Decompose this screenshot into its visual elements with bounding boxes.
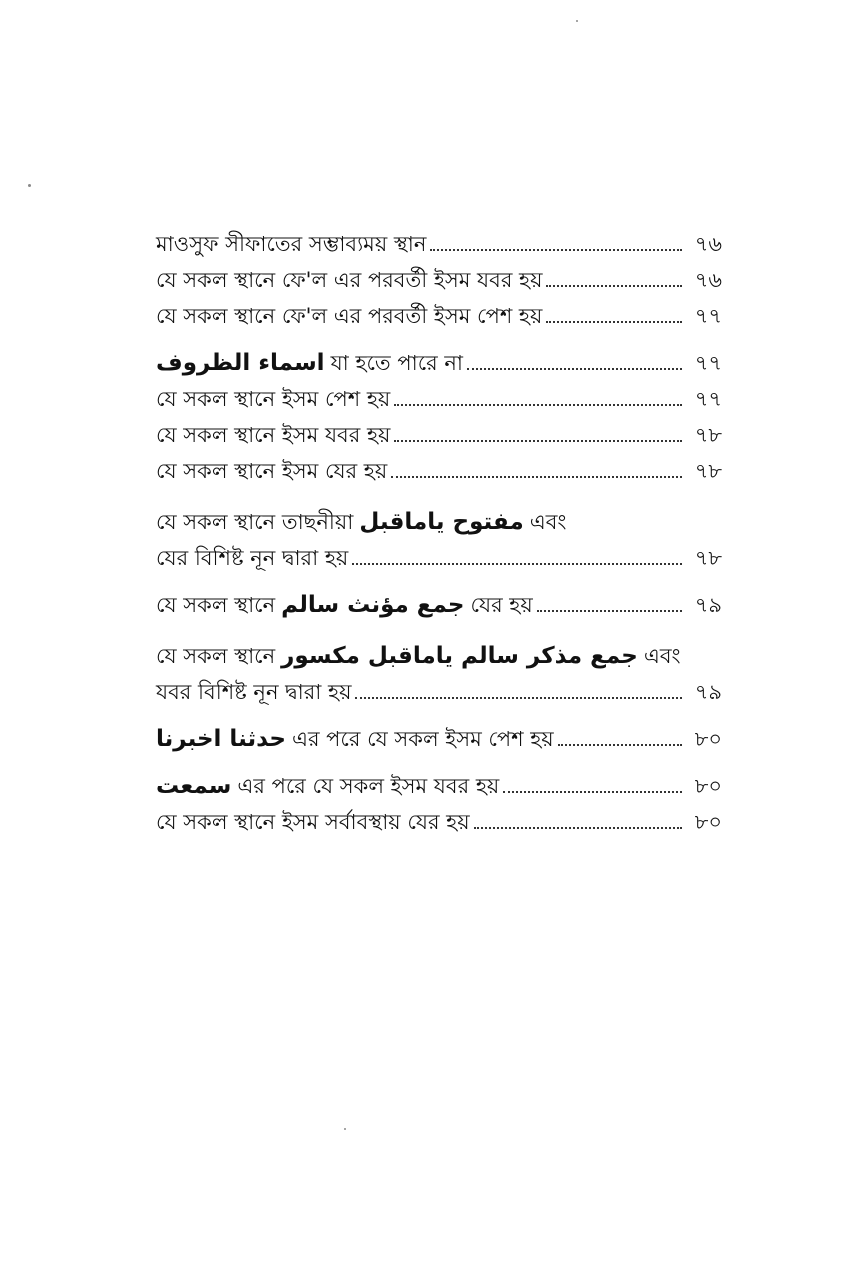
- dot-leader: [355, 697, 682, 699]
- toc-entry-title: যে সকল স্থানে ইসম সর্বাবস্থায় যের হয়: [156, 810, 470, 834]
- toc-entry-title: حدثنا اخبرنا এর পরে যে সকল ইসম পেশ হয়: [156, 726, 554, 752]
- dot-leader: [394, 404, 682, 406]
- toc-page-number: ৮০: [694, 727, 722, 751]
- toc-page-number: ৭৬: [694, 232, 722, 256]
- toc-page-number: ৭৬: [694, 268, 722, 292]
- toc-entry: [156, 258, 722, 294]
- toc-entry: [156, 496, 722, 536]
- dot-leader: [391, 476, 682, 478]
- arabic-term: جمع مذکر سالم ياماقبل مكسور: [281, 643, 638, 669]
- arabic-term: جمع مؤنث سالم: [281, 592, 465, 618]
- dot-leader: [537, 610, 682, 612]
- dot-leader: [430, 249, 682, 251]
- dot-leader: [546, 285, 682, 287]
- toc-entry-title: اسماء الظروف যা হতে পারে না: [156, 350, 463, 376]
- toc-entry-title: যে সকল স্থানে ফে'ল এর পরবর্তী ইসম পেশ হয়: [156, 304, 543, 328]
- toc-entry-title: যবর বিশিষ্ট নূন দ্বারা হয়: [156, 680, 352, 704]
- toc-page-number: ৮০: [694, 774, 722, 798]
- toc-page-number: ৮০: [694, 810, 722, 834]
- arabic-term: سمعت: [156, 773, 232, 799]
- toc-entry: [156, 413, 722, 449]
- dot-leader: [474, 827, 682, 829]
- toc-page-number: ৭৮: [694, 546, 722, 570]
- toc-entry: [156, 670, 722, 706]
- toc-entry: [156, 341, 722, 377]
- toc-page-number: ৭৯: [694, 593, 722, 617]
- toc-page-number: ৭৯: [694, 680, 722, 704]
- toc-entry: [156, 449, 722, 485]
- scan-speck: [344, 1128, 346, 1130]
- toc-entry: [156, 222, 722, 258]
- toc-entry-title: যে সকল স্থানে ইসম যবর হয়: [156, 423, 391, 447]
- toc-page-number: ৭৮: [694, 459, 722, 483]
- dot-leader: [546, 321, 682, 323]
- toc-entry: [156, 800, 722, 836]
- scan-speck: [28, 184, 31, 187]
- toc-entry-title: যে সকল স্থানে جمع مؤنث سالم যের হয়: [156, 592, 533, 618]
- dot-leader: [503, 791, 682, 793]
- dot-leader: [558, 744, 682, 746]
- arabic-term: مفتوح ياماقبل: [359, 509, 524, 535]
- toc-page-number: ৭৭: [694, 351, 722, 375]
- arabic-term: حدثنا اخبرنا: [156, 726, 286, 752]
- dot-leader: [394, 440, 682, 442]
- toc-entry-title: যে সকল স্থানে ইসম পেশ হয়: [156, 387, 391, 411]
- toc-entry-title: যে সকল স্থানে তাছনীয়া مفتوح ياماقبل এবং: [156, 509, 567, 535]
- table-of-contents: [156, 222, 722, 836]
- toc-entry: [156, 764, 722, 800]
- toc-page-number: ৭৮: [694, 423, 722, 447]
- toc-entry: [156, 536, 722, 572]
- toc-entry-title: মাওসুফ সীফাতের সম্ভাব্যময় স্থান: [156, 232, 427, 256]
- toc-entry: [156, 630, 722, 670]
- toc-page-number: ৭৭: [694, 304, 722, 328]
- toc-entry: [156, 717, 722, 753]
- toc-entry-title: যে সকল স্থানে ইসম যের হয়: [156, 459, 388, 483]
- scan-speck: [576, 20, 578, 22]
- toc-entry-title: سمعت এর পরে যে সকল ইসম যবর হয়: [156, 773, 500, 799]
- toc-entry-title: যে সকল স্থানে ফে'ল এর পরবর্তী ইসম যবর হয়: [156, 268, 543, 292]
- arabic-term: اسماء الظروف: [156, 350, 325, 376]
- toc-entry-title: যে সকল স্থানে جمع مذکر سالم ياماقبل مكسور এবং: [156, 643, 681, 669]
- toc-entry: [156, 377, 722, 413]
- dot-leader: [467, 368, 682, 370]
- toc-entry: [156, 294, 722, 330]
- toc-entry: [156, 583, 722, 619]
- dot-leader: [352, 563, 682, 565]
- toc-page-number: ৭৭: [694, 387, 722, 411]
- toc-entry-title: যের বিশিষ্ট নূন দ্বারা হয়: [156, 546, 349, 570]
